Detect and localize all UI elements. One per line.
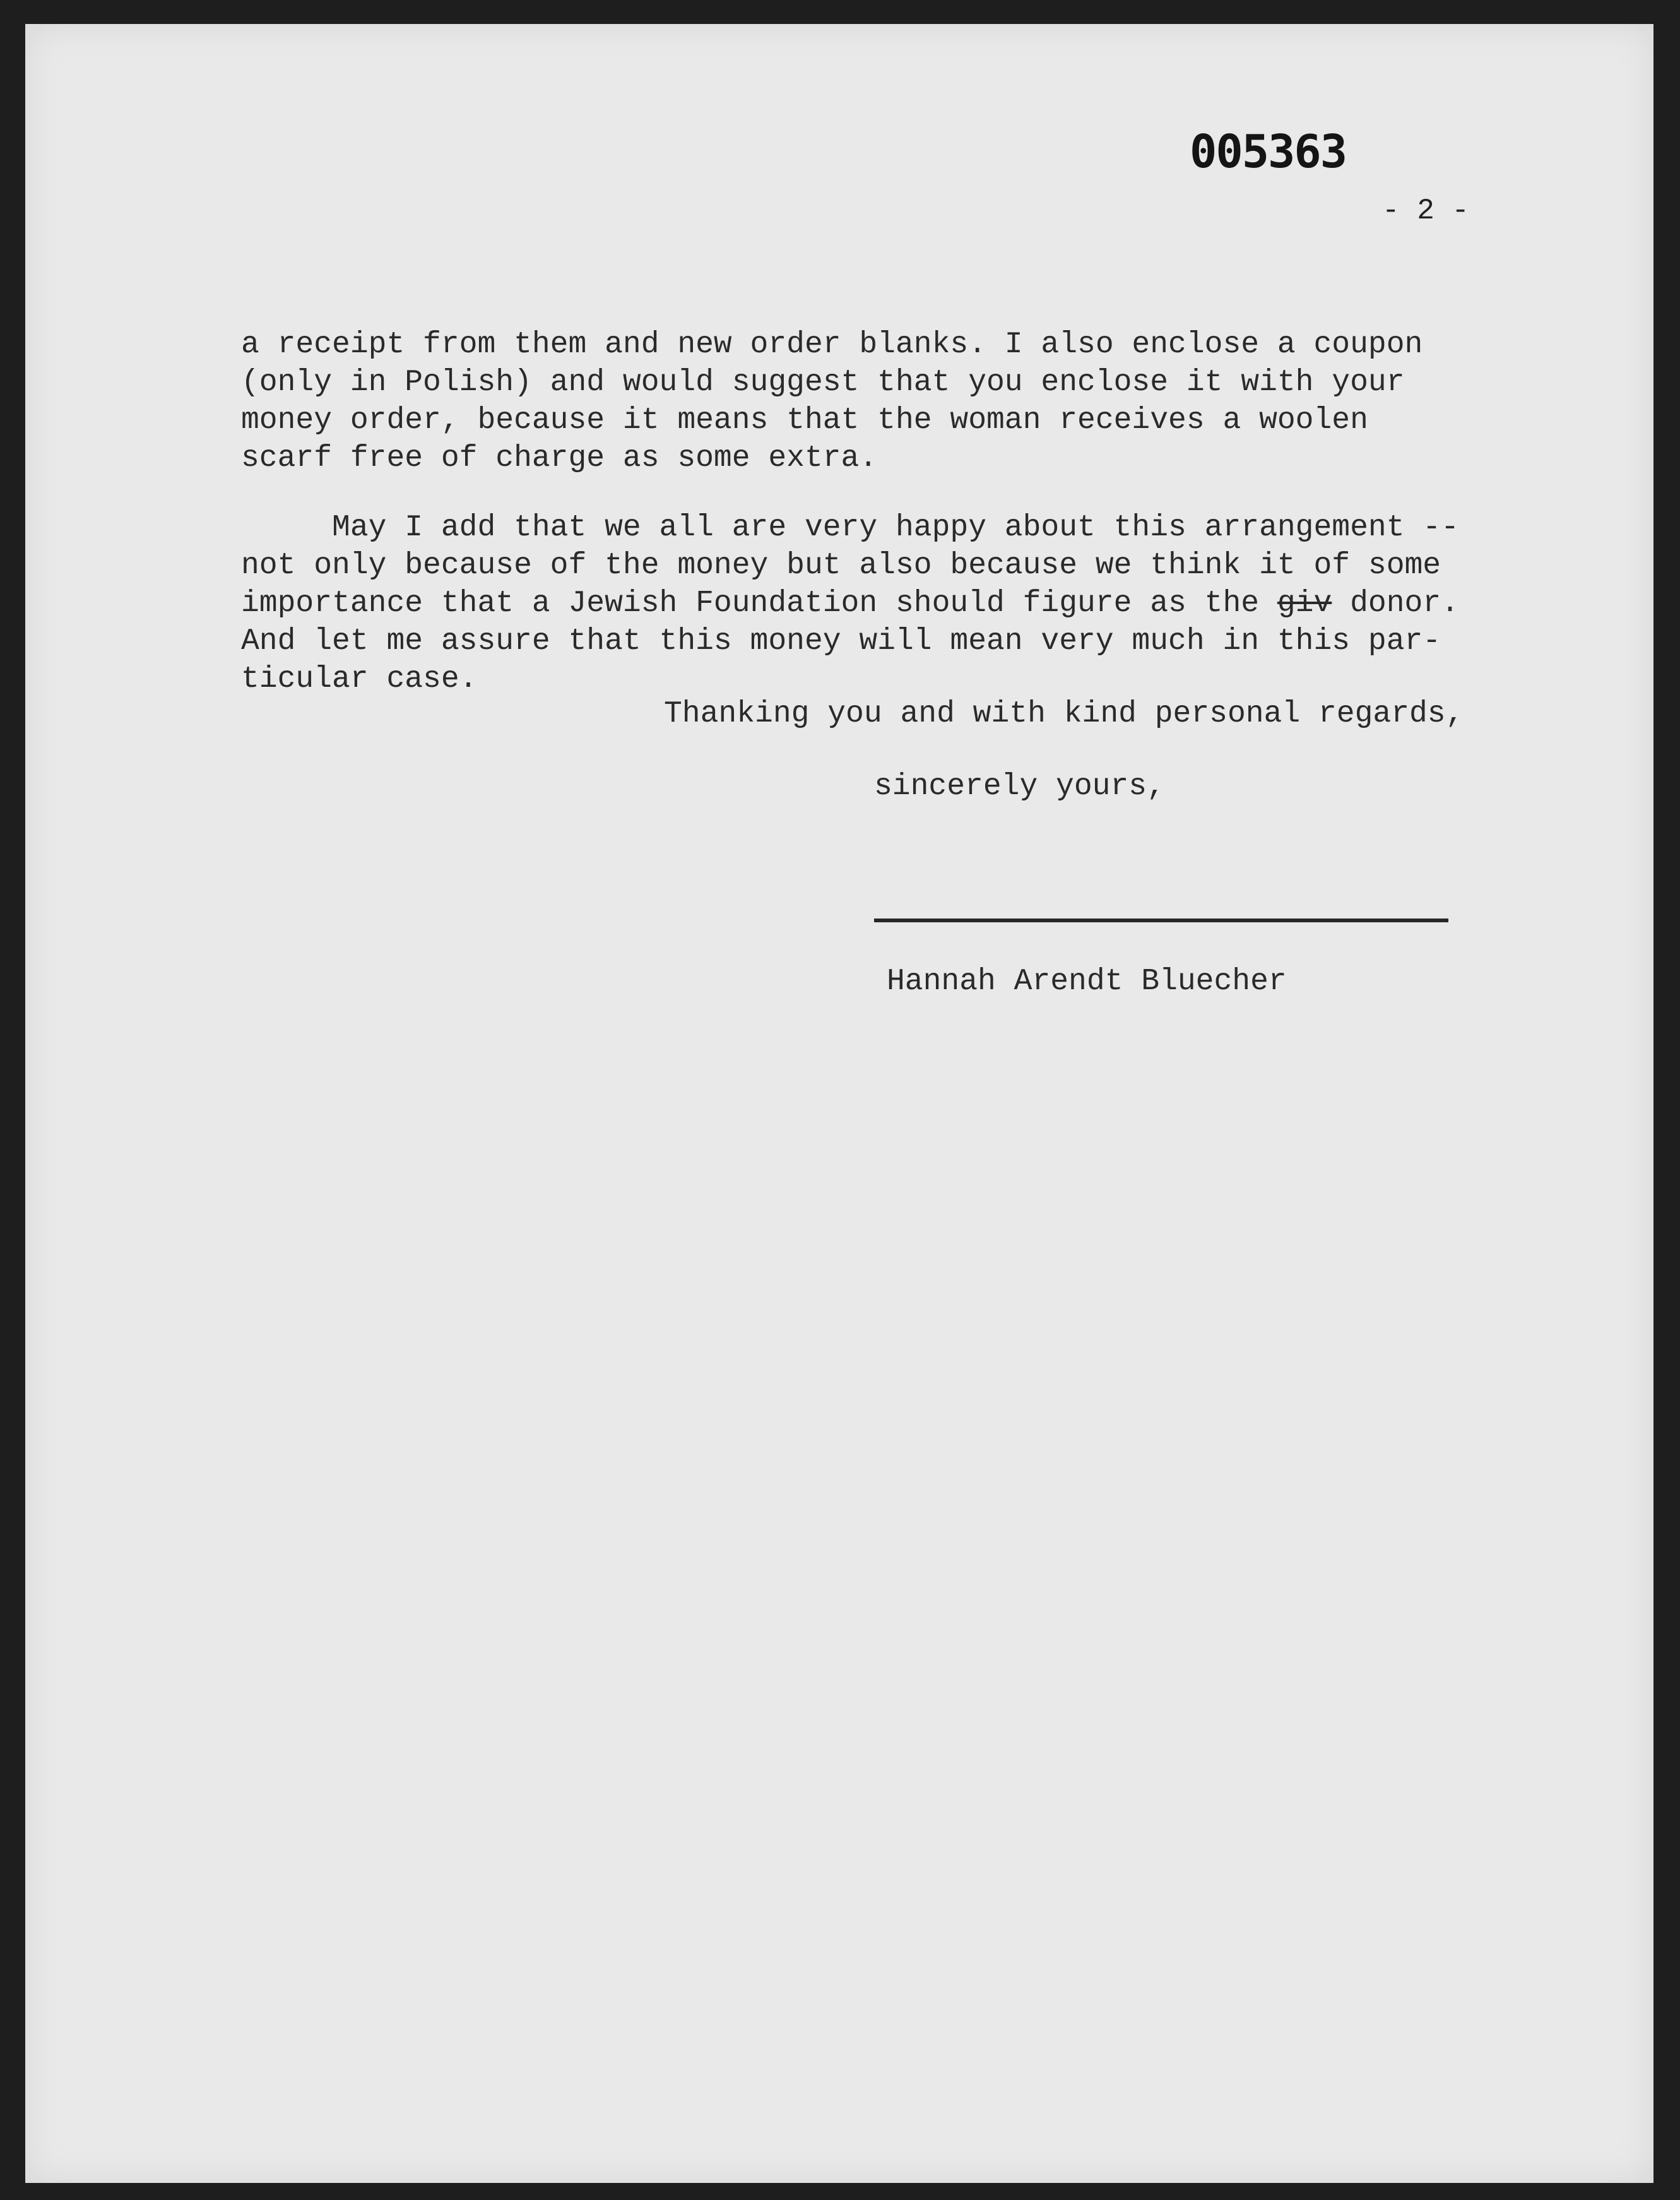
signature-line bbox=[874, 919, 1448, 922]
signatory-name: Hannah Arendt Bluecher bbox=[887, 965, 1287, 999]
text-line: (only in Polish) and would suggest that you enclose it with your bbox=[241, 366, 1405, 400]
salutation: sincerely yours, bbox=[874, 770, 1165, 804]
text-line: scarf free of charge as some extra. bbox=[241, 441, 878, 475]
text-line: money order, because it means that the woman receives a woolen bbox=[241, 403, 1368, 437]
closing-line: Thanking you and with kind personal regards, bbox=[664, 697, 1464, 731]
page-number: - 2 - bbox=[1382, 194, 1470, 227]
body-paragraph-1 bbox=[241, 326, 1423, 477]
text-line: not only because of the money but also because we think it of some bbox=[241, 549, 1441, 583]
struck-word: giv bbox=[1277, 586, 1332, 621]
text-line bbox=[241, 585, 1459, 622]
text-line: a receipt from them and new order blanks. I also enclose a coupon bbox=[241, 328, 1423, 362]
document-number: 005363 bbox=[1190, 125, 1347, 178]
text-line-part: donor. bbox=[1332, 586, 1459, 621]
text-line: ticular case. bbox=[241, 662, 478, 696]
text-line-part: importance that a Jewish Foundation should figure as the bbox=[241, 586, 1277, 621]
letter-page bbox=[25, 24, 1653, 2183]
text-line: May I add that we all are very happy about this arrangement -- bbox=[241, 511, 1459, 545]
body-paragraph-2 bbox=[241, 509, 1459, 698]
text-line: And let me assure that this money will mean very much in this par- bbox=[241, 624, 1441, 658]
